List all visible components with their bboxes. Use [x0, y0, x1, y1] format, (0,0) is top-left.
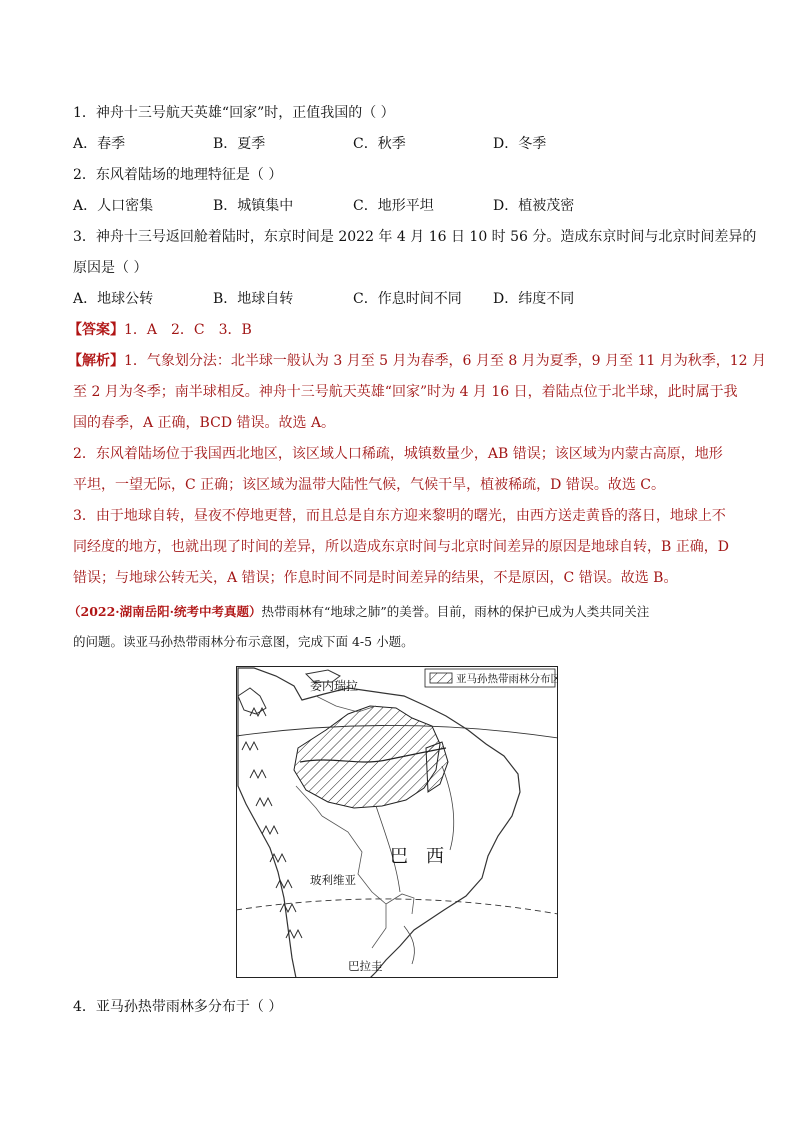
- material-line-1: [68, 602, 649, 622]
- answer-line: [68, 320, 252, 340]
- q3-option-c: C．作息时间不同: [353, 291, 462, 307]
- q2-option-d: D．植被茂密: [493, 198, 575, 214]
- analysis-line-2: 至 2 月为冬季；南半球相反。神舟十三号航天英雄“回家”时为 4 月 16 日，着陆点位于北半球，此时属于我: [73, 384, 738, 400]
- q3-option-b: B．地球自转: [213, 291, 294, 307]
- map-svg: [236, 666, 558, 978]
- q1-stem: 1．神舟十三号航天英雄“回家”时，正值我国的（ ）: [73, 105, 395, 121]
- analysis-line-6: 3．由于地球自转，昼夜不停地更替，而且总是自东方迎来黎明的曙光，由西方送走黄昏的落日，地球上不: [73, 508, 726, 524]
- q1-option-a: A．春季: [73, 136, 126, 152]
- q1-option-b: B．夏季: [213, 136, 266, 152]
- label-bolivia: 玻利维亚: [310, 873, 356, 887]
- q2-option-b: B．城镇集中: [213, 198, 294, 214]
- legend-label: 亚马孙热带雨林分布区: [456, 673, 558, 685]
- legend-swatch: [430, 673, 452, 683]
- analysis-line-5: 平坦，一望无际，C 正确；该区域为温带大陆性气候，气候干旱，植被稀疏，D 错误。故选 C。: [73, 477, 665, 493]
- analysis-text-1: 1．气象划分法：北半球一般认为 3 月至 5 月为春季，6 月至 8 月为夏季，9 月至 11 月为秋季，12 月: [124, 353, 767, 369]
- answer-text: 1．A 2．C 3．B: [124, 322, 252, 338]
- label-brazil: 巴 西: [390, 846, 444, 867]
- analysis-line-7: 同经度的地方，也就出现了时间的差异，所以造成东京时间与北京时间差异的原因是地球自转，B 正确，D: [73, 539, 729, 555]
- material-source: （2022·湖南岳阳·统考中考真题）: [68, 604, 262, 619]
- q3-stem-line1: 3．神舟十三号返回舱着陆时，东京时间是 2022 年 4 月 16 日 10 时 56 分。造成东京时间与北京时间差异的: [73, 229, 757, 245]
- material-text-1: 热带雨林有“地球之肺”的美誉。目前，雨林的保护已成为人类共同关注: [261, 604, 650, 619]
- analysis-line-4: 2．东风着陆场位于我国西北地区，该区域人口稀疏，城镇数量少，AB 错误；该区域为内蒙古高原，地形: [73, 446, 723, 462]
- q3-option-d: D．纬度不同: [493, 291, 575, 307]
- analysis-label: 【解析】: [68, 353, 124, 369]
- q3-stem-line2: 原因是（ ）: [73, 260, 148, 276]
- q3-option-a: A．地球公转: [73, 291, 154, 307]
- q2-option-c: C．地形平坦: [353, 198, 434, 214]
- q1-option-d: D．冬季: [493, 136, 547, 152]
- analysis-line-1: [68, 351, 766, 371]
- q2-option-a: A．人口密集: [73, 198, 154, 214]
- label-venezuela: 委内瑞拉: [310, 679, 359, 693]
- amazon-rainforest-map: [236, 666, 558, 978]
- label-paraguay: 巴拉圭: [348, 959, 383, 973]
- q4-stem: 4．亚马孙热带雨林多分布于（ ）: [73, 999, 283, 1015]
- q2-stem: 2．东风着陆场的地理特征是（ ）: [73, 167, 283, 183]
- analysis-line-3: 国的春季，A 正确，BCD 错误。故选 A。: [73, 415, 336, 431]
- q1-option-c: C．秋季: [353, 136, 406, 152]
- analysis-line-8: 错误；与地球公转无关，A 错误；作息时间不同是时间差异的结果，不是原因，C 错误。故选 B。: [73, 570, 678, 586]
- answer-label: 【答案】: [68, 322, 124, 338]
- material-line-2: 的问题。读亚马孙热带雨林分布示意图，完成下面 4-5 小题。: [73, 634, 414, 649]
